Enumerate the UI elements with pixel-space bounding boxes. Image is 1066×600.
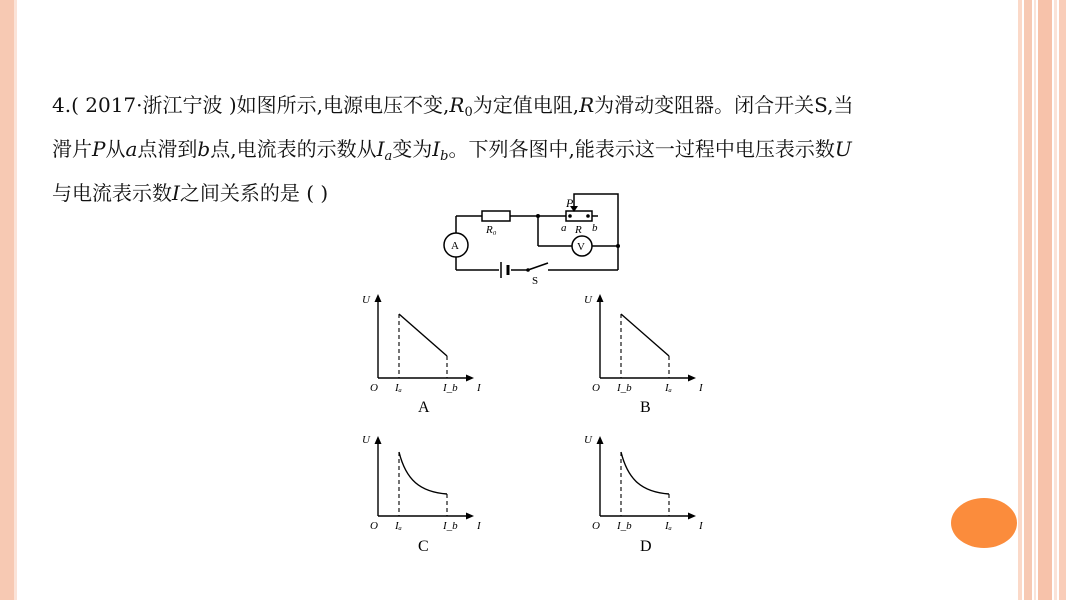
u-symbol: U [834,137,852,161]
r0-label: R₀ [486,224,497,236]
question-text-segment: )如图所示,电源电压不变, [228,93,450,117]
option-letter: D [640,538,652,555]
x-axis-label: I [699,520,703,532]
graph-option-b [584,294,704,416]
a-symbol: a [125,137,138,161]
question-text-segment: 变为 [392,137,433,161]
b-symbol: b [197,137,211,161]
option-letter: B [640,399,651,416]
graph-line [621,314,669,356]
slider-label: P [566,196,574,210]
ia-symbol: I [376,137,385,161]
x-axis-label: I [699,382,703,394]
question-text-segment: 点,电流表的示数从 [210,137,377,161]
r0-symbol: R [449,93,465,117]
question-text-segment: 滑片 [52,137,92,161]
graph-curve [621,452,669,494]
question-source: 2017·浙江宁波 [85,93,223,117]
ib-symbol: I [432,137,441,161]
origin-label: O [370,520,378,532]
p-symbol: P [92,137,106,161]
graph-curve [399,452,447,494]
ib-subscript: b [440,149,449,164]
terminal-b-label: b [592,222,598,234]
tick-label-right: Iₐ [665,382,672,394]
question-text-segment: 点滑到 [137,137,198,161]
tick-label-left: I_b [617,520,632,532]
graph-option-c [362,434,482,555]
terminal-a-label: a [561,222,567,234]
option-letter: C [418,538,429,555]
tick-label-left: I_b [617,382,632,394]
i-symbol: I [172,181,180,205]
x-axis-label: I [477,520,481,532]
question-text-segment: 与电流表示数 [52,181,172,205]
r0-subscript: 0 [464,105,473,120]
switch-label: S [532,275,539,287]
tick-label-right: Iₐ [665,520,672,532]
graph-option-d [584,434,704,555]
graph-option-a [362,294,482,416]
origin-label: O [592,382,600,394]
question-text-segment: 为定值电阻, [472,93,580,117]
orange-circle-decoration [951,498,1017,548]
origin-label: O [370,382,378,394]
tick-label-right: I_b [443,520,458,532]
graph-line [399,314,447,356]
tick-label-right: I_b [443,382,458,394]
y-axis-label: U [362,434,370,446]
rheostat-label: R [575,224,582,236]
tick-label-left: Iₐ [395,382,402,394]
r-symbol: R [579,93,595,117]
origin-label: O [592,520,600,532]
ammeter-label: A [451,240,459,252]
voltmeter-label: V [577,241,585,253]
question-text-segment: 。下列各图中,能表示这一过程中电压表示数 [448,137,835,161]
ia-subscript: a [384,149,393,164]
question-text-segment: 从 [105,137,126,161]
x-axis-label: I [477,382,481,394]
question-number: 4.( [52,93,79,117]
tick-label-left: Iₐ [395,520,402,532]
y-axis-label: U [362,294,370,306]
y-axis-label: U [584,294,592,306]
option-letter: A [418,399,430,416]
y-axis-label: U [584,434,592,446]
question-text-segment: 之间关系的是 ( ) [179,181,329,205]
question-text-segment: 为滑动变阻器。闭合开关S,当 [594,93,854,117]
